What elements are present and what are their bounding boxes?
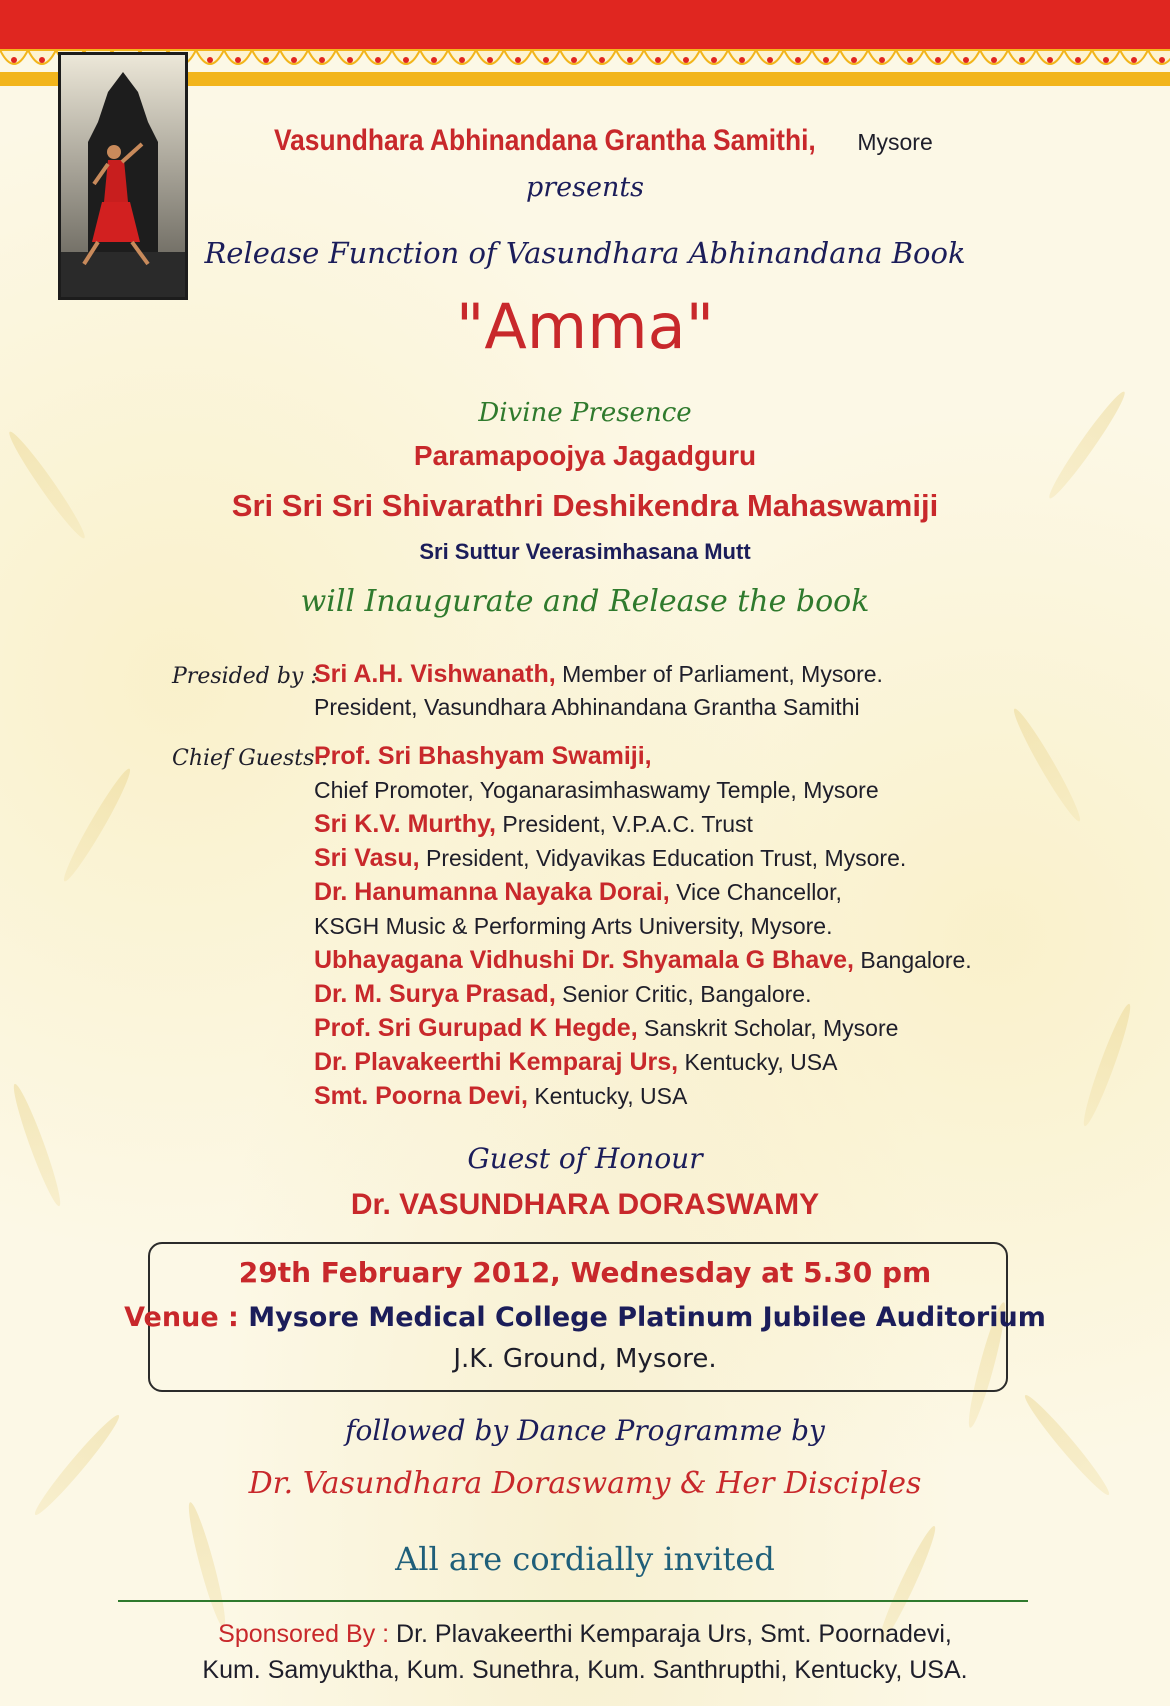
leaf-decoration: [58, 765, 135, 885]
divine-presence-label: Divine Presence: [478, 398, 692, 428]
sponsors-names-1: Dr. Plavakeerthi Kemparaja Urs, Smt. Poornadevi,: [389, 1620, 952, 1648]
chief-guest-row: [314, 878, 842, 907]
border-scallop: [1148, 50, 1170, 64]
chief-guest-row: [314, 776, 879, 805]
programme-intro: followed by Dance Programme by: [345, 1414, 825, 1447]
guest-name: Dr. M. Surya Prasad,: [314, 980, 556, 1008]
leaf-decoration: [1008, 705, 1085, 825]
guest-desc: Sanskrit Scholar, Mysore: [637, 1015, 899, 1041]
border-dot: [11, 57, 17, 63]
border-dot: [655, 57, 661, 63]
guest-desc: Kentucky, USA: [527, 1083, 688, 1109]
guest-desc: Senior Critic, Bangalore.: [555, 981, 812, 1007]
chief-guest-row: [314, 1014, 898, 1043]
border-dot: [319, 57, 325, 63]
border-dot: [739, 57, 745, 63]
presided-row: [314, 660, 883, 689]
divine-line-3: Sri Suttur Veerasimhasana Mutt: [419, 539, 751, 564]
guest-desc: KSGH Music & Performing Arts University, Mysore.: [314, 913, 833, 939]
border-dot: [683, 57, 689, 63]
organizer-city: Mysore: [857, 129, 933, 155]
border-dot: [1131, 57, 1137, 63]
guest-desc: President, V.P.A.C. Trust: [495, 811, 753, 837]
border-dot: [1159, 57, 1165, 63]
guest-name: Dr. Hanumanna Nayaka Dorai,: [314, 878, 670, 906]
guest-desc: Bangalore.: [854, 947, 972, 973]
border-dot: [431, 57, 437, 63]
venue-name: Mysore Medical College Platinum Jubilee Auditorium: [248, 1302, 1046, 1333]
border-dot: [823, 57, 829, 63]
border-dot: [543, 57, 549, 63]
border-dot: [711, 57, 717, 63]
organizer-name: Vasundhara Abhinandana Grantha Samithi,: [274, 124, 816, 157]
guest-desc: Chief Promoter, Yoganarasimhaswamy Temple, Mysore: [314, 777, 879, 803]
border-dot: [235, 57, 241, 63]
guest-name: Sri K.V. Murthy,: [314, 810, 496, 838]
chief-guest-row: [314, 810, 753, 839]
border-dot: [1019, 57, 1025, 63]
presided-desc-2: President, Vasundhara Abhinandana Grantha Samithi: [314, 694, 860, 720]
guest-name: Prof. Sri Bhashyam Swamiji,: [314, 742, 652, 770]
border-dot: [879, 57, 885, 63]
border-dot: [991, 57, 997, 63]
border-dot: [207, 57, 213, 63]
chief-guests-label: Chief Guests :: [172, 746, 329, 771]
sponsors-label: Sponsored By :: [218, 1620, 390, 1648]
border-dot: [963, 57, 969, 63]
border-dot: [375, 57, 381, 63]
guest-desc: Vice Chancellor,: [669, 879, 842, 905]
leaf-decoration: [1078, 1002, 1136, 1129]
border-dot: [347, 57, 353, 63]
guest-desc: President, Vidyavikas Education Trust, Mysore.: [419, 845, 907, 871]
venue-label: Venue :: [124, 1302, 239, 1333]
venue-line: [0, 1302, 1170, 1333]
divine-line-1: Paramapoojya Jagadguru: [413, 440, 757, 471]
guest-name: Ubhayagana Vidhushi Dr. Shyamala G Bhave,: [314, 946, 855, 974]
inaugurate-text: will Inaugurate and Release the book: [300, 584, 870, 619]
border-dot: [795, 57, 801, 63]
chief-guest-row: [314, 912, 832, 941]
border-dot: [571, 57, 577, 63]
guest-name: Smt. Poorna Devi,: [314, 1082, 528, 1110]
event-date: 29th February 2012, Wednesday at 5.30 pm: [238, 1256, 932, 1289]
invitation-text: All are cordially invited: [395, 1540, 775, 1578]
border-dot: [907, 57, 913, 63]
guest-name: Sri Vasu,: [314, 844, 420, 872]
sponsors-line-1: [0, 1620, 1170, 1649]
presided-name: Sri A.H. Vishwanath,: [314, 660, 556, 688]
guest-name: Prof. Sri Gurupad K Hegde,: [314, 1014, 638, 1042]
border-dot: [767, 57, 773, 63]
presided-desc: Member of Parliament, Mysore.: [555, 661, 883, 687]
border-dot: [1075, 57, 1081, 63]
border-dot: [263, 57, 269, 63]
sponsors-line-2: Kum. Samyuktha, Kum. Sunethra, Kum. Santhrupthi, Kentucky, USA.: [202, 1656, 968, 1684]
presents-text: presents: [525, 172, 645, 203]
border-dot: [459, 57, 465, 63]
chief-guest-row: [314, 1082, 687, 1111]
chief-guest-row: [314, 1048, 837, 1077]
border-dot: [291, 57, 297, 63]
border-dot: [515, 57, 521, 63]
chief-guest-row: [314, 980, 811, 1009]
border-dot: [39, 57, 45, 63]
border-dot: [487, 57, 493, 63]
presided-label: Presided by :: [172, 664, 318, 689]
border-dot: [599, 57, 605, 63]
border-dot: [627, 57, 633, 63]
border-dot: [935, 57, 941, 63]
border-dot: [1047, 57, 1053, 63]
divine-line-2: Sri Sri Sri Shivarathri Deshikendra Mahaswamiji: [231, 488, 939, 523]
guest-name: Dr. Plavakeerthi Kemparaj Urs,: [314, 1048, 679, 1076]
divider: [118, 1600, 1028, 1602]
guest-of-honour-label: Guest of Honour: [467, 1142, 703, 1175]
book-title: "Amma": [455, 290, 715, 363]
chief-guest-row: [314, 946, 972, 975]
border-dot: [851, 57, 857, 63]
venue-address: J.K. Ground, Mysore.: [453, 1344, 717, 1374]
border-dot: [1103, 57, 1109, 63]
border-dot: [403, 57, 409, 63]
chief-guest-row: [314, 844, 906, 873]
organizer-line: [0, 124, 1170, 158]
guest-of-honour-name: Dr. VASUNDHARA DORASWAMY: [350, 1188, 820, 1221]
programme-performers: Dr. Vasundhara Doraswamy & Her Disciples: [248, 1466, 922, 1501]
chief-guest-row: [314, 742, 652, 771]
guest-desc: Kentucky, USA: [678, 1049, 838, 1075]
function-title: Release Function of Vasundhara Abhinandana Book: [204, 236, 966, 270]
